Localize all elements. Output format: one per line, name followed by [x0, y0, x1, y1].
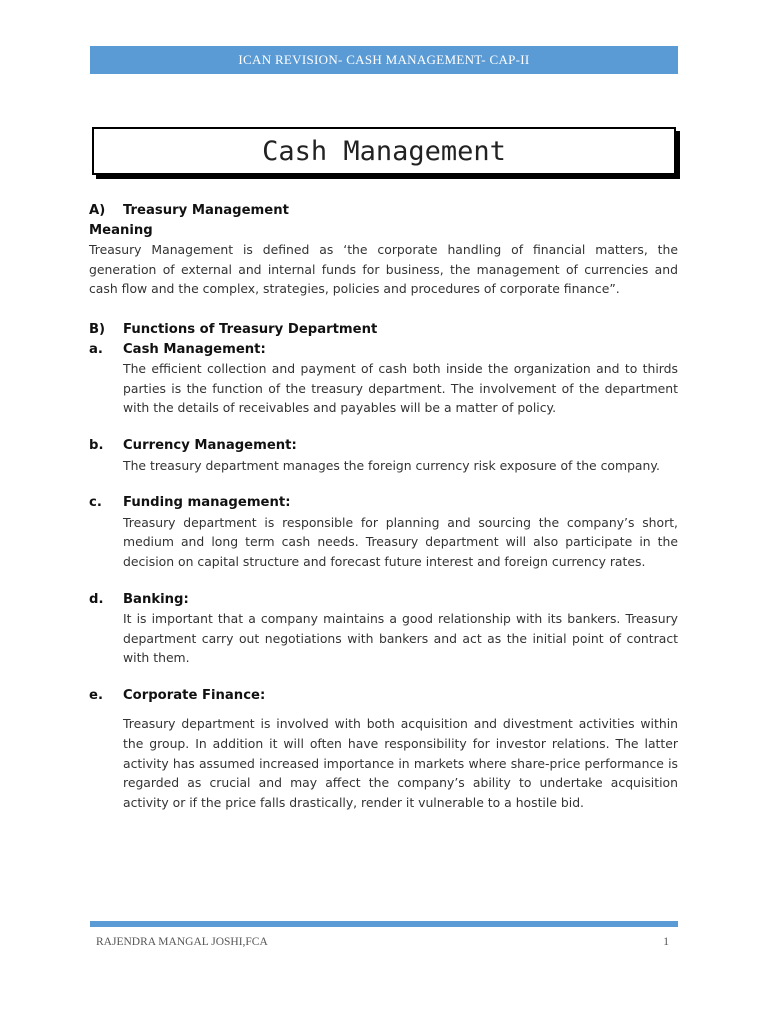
- item-b-text: The treasury department manages the foreign currency risk exposure of the company.: [123, 457, 660, 473]
- section-a-title: Treasury Management: [123, 203, 289, 218]
- item-e-title: Corporate Finance:: [123, 687, 266, 703]
- item-d-heading: [89, 590, 678, 610]
- document-title: Cash Management: [262, 135, 506, 167]
- meaning-paragraph: Treasury Management is defined as ‘the corporate handling of financial matters, the generation of external and internal funds for business, the management of currencies and cash flow and the complex, strategies, policies and procedures of corporate finance”.: [89, 242, 678, 297]
- item-c-text: Treasury department is responsible for planning and sourcing the company’s short, medium and long term cash needs. Treasury department will also participate in the decision on capital structure and forecast future interest and foreign currency rates.: [123, 514, 678, 569]
- section-a-marker: A): [89, 203, 106, 218]
- item-e-marker: e.: [89, 687, 103, 703]
- section-b-heading: [89, 320, 678, 340]
- footer-rule: [90, 921, 678, 927]
- item-d-title: Banking:: [123, 591, 189, 607]
- item-e-text: Treasury department is involved with both acquisition and divestment activities within the group. In addition it will often have responsibility for investor relations. The latter activity has assumed increased importance in markets where share-price performance is regarded as crucial and may affect the company’s ability to undertake acquisition activity or if the price falls drastically, render it vulnerable to a hostile bid.: [123, 716, 678, 810]
- item-b-title: Currency Management:: [123, 437, 297, 453]
- document-body: [89, 201, 678, 812]
- section-a-heading: [89, 201, 678, 221]
- page-header: [90, 46, 678, 74]
- item-a-marker: a.: [89, 341, 103, 357]
- item-b-heading: [89, 436, 678, 456]
- item-e-heading: [89, 686, 678, 706]
- meaning-heading: Meaning: [89, 222, 153, 238]
- item-c-title: Funding management:: [123, 495, 291, 511]
- header-text: ICAN REVISION- CASH MANAGEMENT- CAP-II: [238, 52, 530, 67]
- document-title-box: [92, 127, 676, 175]
- item-d-marker: d.: [89, 591, 104, 607]
- item-a-heading: [89, 340, 678, 360]
- item-a-text: The efficient collection and payment of cash both inside the organization and to thirds parties is the function of the treasury department. The involvement of the department with the details of receivables and payables will be a matter of policy.: [123, 361, 678, 416]
- item-d-text: It is important that a company maintains a good relationship with its bankers. Treasury department carry out negotiations with bankers and act as the initial point of contract with them.: [123, 611, 678, 666]
- section-b-marker: B): [89, 321, 106, 337]
- section-b-title: Functions of Treasury Department: [123, 321, 378, 337]
- page-number: 1: [663, 936, 669, 948]
- item-a-title: Cash Management:: [123, 341, 266, 357]
- item-c-marker: c.: [89, 495, 102, 511]
- item-c-heading: [89, 493, 678, 513]
- item-b-marker: b.: [89, 437, 104, 453]
- footer-author: RAJENDRA MANGAL JOSHI,FCA: [96, 936, 268, 948]
